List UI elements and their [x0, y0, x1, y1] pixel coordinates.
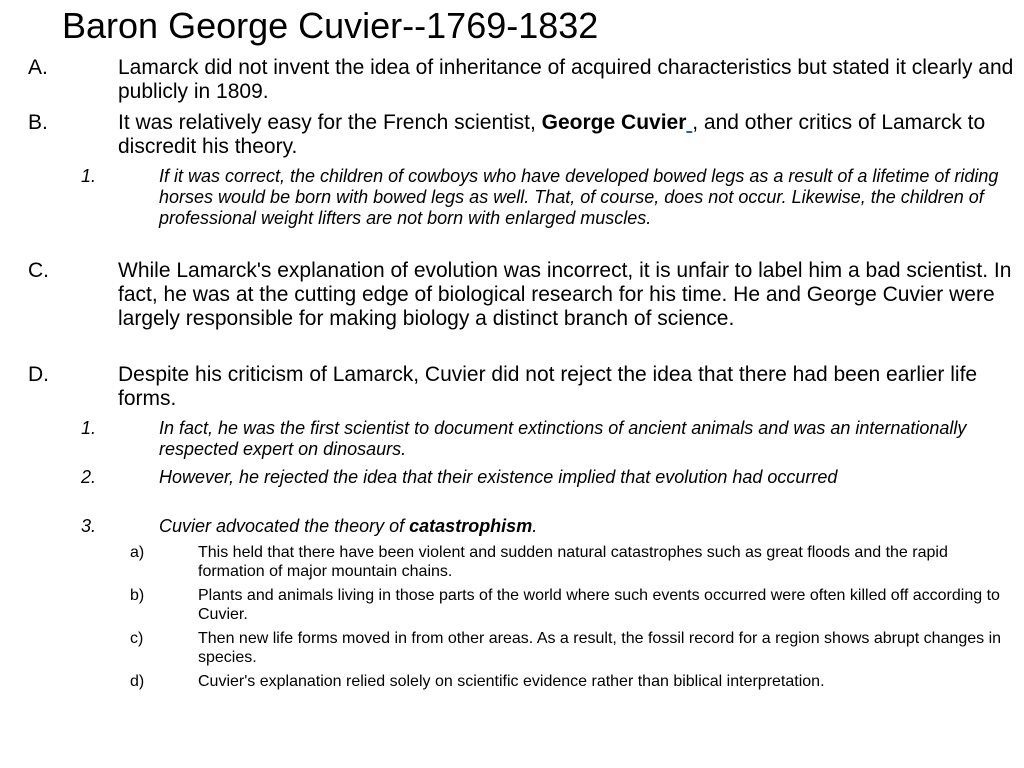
- point-d-3-label: 3.: [81, 516, 97, 536]
- point-b-text-post: , and other critics of Lamarck to discredit his theory.: [118, 111, 986, 158]
- point-c-label: C.: [28, 259, 49, 282]
- point-b-label: B.: [28, 111, 48, 134]
- point-d-3-c: [130, 629, 1016, 667]
- point-d-3-a-text: This held that there have been violent and sudden natural catastrophes such as great floods and the rapid formation of major mountain chains.: [198, 544, 948, 580]
- george-cuvier-bold: George Cuvier: [541, 111, 687, 134]
- point-d-label: D.: [28, 363, 49, 386]
- point-b-1: [81, 166, 1016, 229]
- point-a-text: Lamarck did not invent the idea of inheritance of acquired characteristics but stated it clearly and publicly in 1809.: [118, 56, 1014, 103]
- slide-title: Baron George Cuvier--1769-1832: [62, 5, 599, 46]
- point-c-text: While Lamarck's explanation of evolution was incorrect, it is unfair to label him a bad scientist. In fact, he was at the cutting edge of biological research for his time. He and George Cuvier were largely responsible for making biology a distinct branch of science.: [118, 259, 1012, 330]
- point-d-3-b-label: b): [130, 587, 145, 604]
- point-d-3-c-label: c): [130, 630, 144, 647]
- point-d-3-d-text: Cuvier's explanation relied solely on scientific evidence rather than biblical interpretation.: [198, 673, 825, 690]
- point-d-3-d-label: d): [130, 673, 145, 690]
- catastrophism-bold: catastrophism: [409, 516, 533, 536]
- point-a-label: A.: [28, 56, 48, 79]
- point-d-3-d: [130, 672, 1016, 691]
- point-d: [28, 363, 1018, 411]
- point-b-text: [118, 111, 1018, 159]
- point-d-3-text-post: .: [532, 516, 538, 536]
- point-d-1: [81, 418, 1016, 460]
- point-d-2-text: However, he rejected the idea that their existence implied that evolution had occurred: [159, 467, 838, 487]
- point-d-3-a-label: a): [130, 544, 145, 561]
- point-d-2: [81, 467, 1016, 488]
- point-d-3-c-text: Then new life forms moved in from other areas. As a result, the fossil record for a region shows abrupt changes in species.: [198, 630, 1002, 666]
- point-d-3: [81, 516, 1016, 537]
- point-d-3-b-text: Plants and animals living in those parts of the world where such events occurred were often killed off according to Cuvier.: [198, 587, 1000, 623]
- point-b: [28, 111, 1018, 159]
- point-d-3-text: [159, 516, 1016, 537]
- point-d-1-text: In fact, he was the first scientist to document extinctions of ancient animals and was an internationally respected expert on dinosaurs.: [159, 418, 967, 459]
- point-d-3-b: [130, 586, 1016, 624]
- point-b-1-label: 1.: [81, 166, 97, 186]
- point-d-text: Despite his criticism of Lamarck, Cuvier did not reject the idea that there had been earlier life forms.: [118, 363, 978, 410]
- point-b-1-text: If it was correct, the children of cowboys who have developed bowed legs as a result of a lifetime of riding horses would be born with bowed legs as well. That, of course, does not occur. Likewise, the children of professional weight lifters are not born with enlarged muscles.: [159, 166, 999, 228]
- point-a: [28, 56, 1018, 104]
- point-d-3-a: [130, 543, 1016, 581]
- point-b-text-pre: It was relatively easy for the French scientist,: [118, 111, 542, 134]
- point-d-2-label: 2.: [81, 467, 97, 487]
- point-d-1-label: 1.: [81, 418, 97, 438]
- point-c: [28, 259, 1018, 331]
- point-d-3-text-pre: Cuvier advocated the theory of: [159, 516, 410, 536]
